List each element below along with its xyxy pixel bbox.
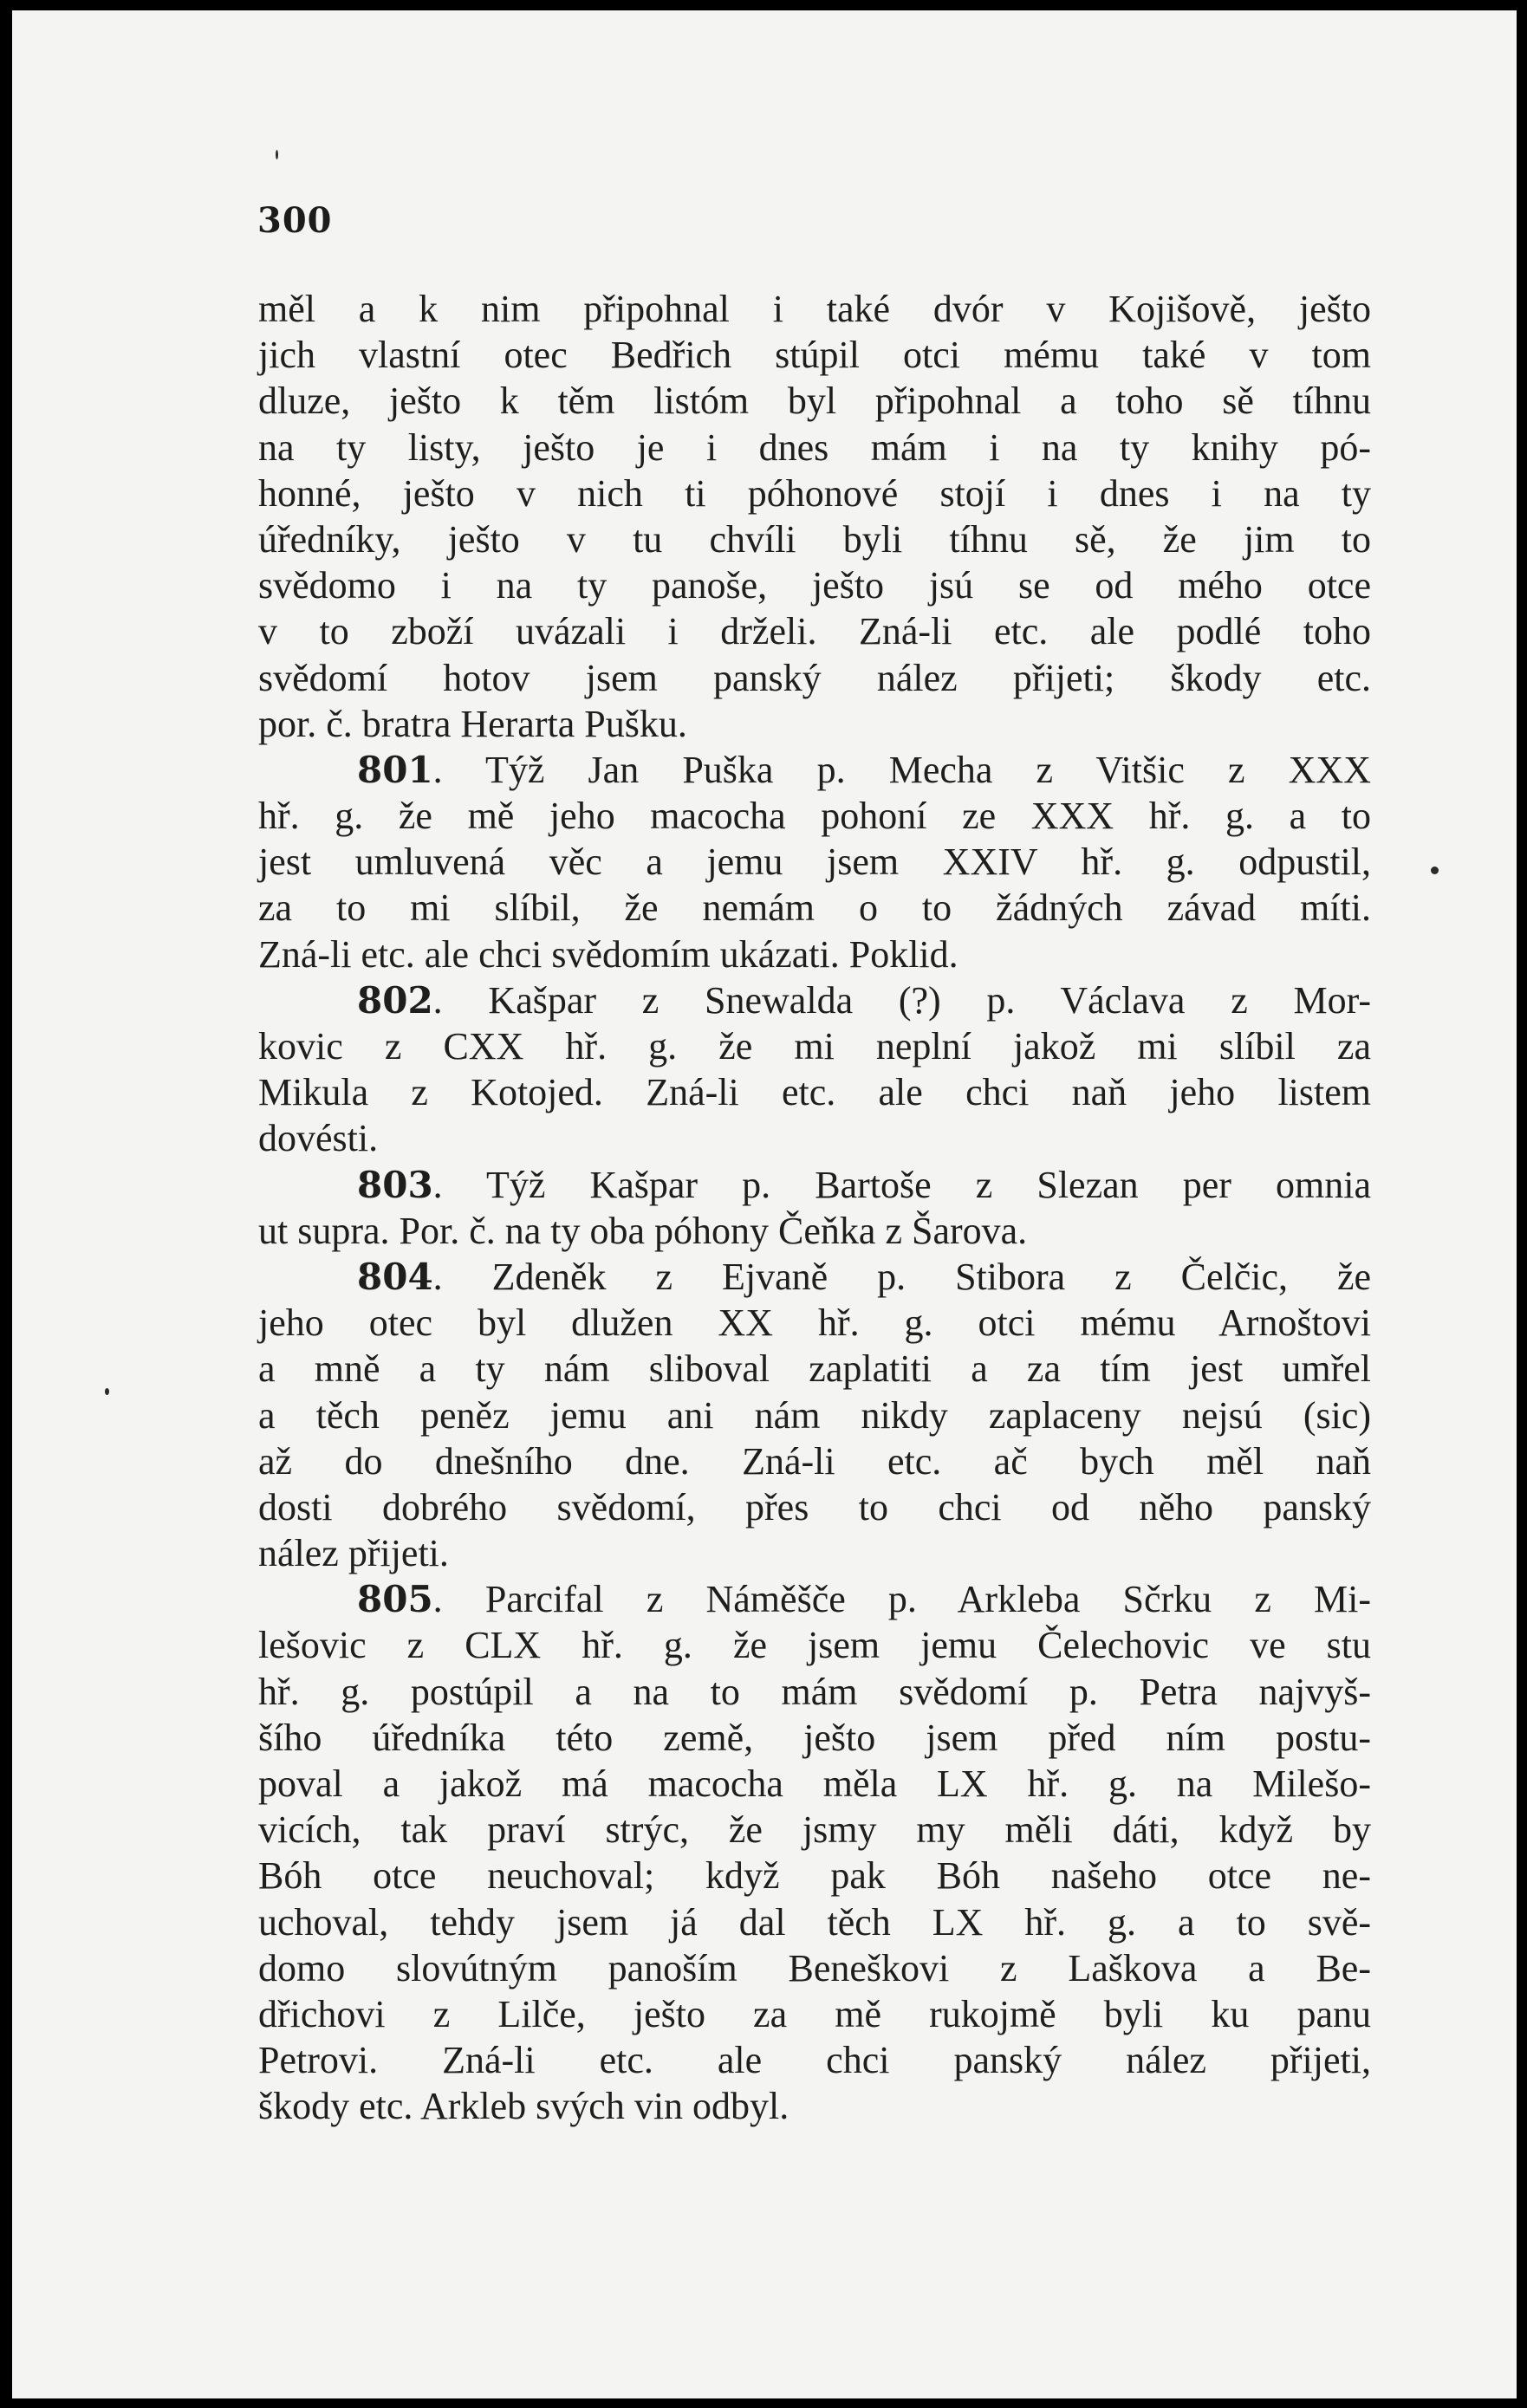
text-line <box>258 1346 1371 1392</box>
text-line <box>258 562 1371 608</box>
line-text: úředníky, ješto v tu chvíli byli tíhnu sě, že jim to <box>258 517 1371 561</box>
text-line <box>258 1945 1371 1991</box>
text-line <box>258 286 1371 332</box>
scan-speck <box>105 1388 109 1395</box>
line-text: Týž Kašpar p. Bartoše z Slezan per omnia <box>485 1163 1371 1206</box>
text-line <box>258 1715 1371 1761</box>
line-text: jeho otec byl dlužen XX hř. g. otci mému Arnoštovi <box>258 1301 1371 1345</box>
entry-first-line: 805. Parcifal z Náměšče p. Arkleba Sčrku z Mi- <box>357 1578 1372 1621</box>
line-text: poval a jakož má macocha měla LX hř. g. na Milešo- <box>258 1762 1371 1805</box>
text-line <box>258 1669 1371 1715</box>
entry-number: 805 <box>357 1578 433 1621</box>
line-text: ut supra. Por. č. na ty oba póhony Čeňka z Šarova. <box>258 1209 1028 1252</box>
line-text: v to zboží uvázali i drželi. Zná-li etc. ale podlé toho <box>258 610 1371 653</box>
entry-first-line: 802. Kašpar z Snewalda (?) p. Václava z Mor- <box>357 978 1372 1022</box>
text-line <box>258 839 1371 885</box>
text-line <box>258 1807 1371 1853</box>
line-text: dřichovi z Lilče, ješto za mě rukojmě byli ku panu <box>258 1992 1371 2035</box>
line-text: na ty listy, ješto je i dnes mám i na ty knihy pó- <box>258 425 1371 469</box>
line-text: škody etc. Arkleb svých vin odbyl. <box>258 2085 789 2128</box>
entry-first-line: 803. Týž Kašpar p. Bartoše z Slezan per omnia <box>357 1163 1371 1206</box>
line-text: Parcifal z Náměšče p. Arkleba Sčrku z Mi- <box>484 1578 1372 1621</box>
line-text: Týž Jan Puška p. Mecha z Vitšic z XXX <box>485 748 1371 791</box>
text-line <box>258 1991 1371 2037</box>
line-text: por. č. bratra Herarta Pušku. <box>258 702 687 745</box>
text-line <box>258 378 1371 424</box>
text-line <box>258 332 1371 378</box>
entry-first-line: 804. Zdeněk z Ejvaně p. Stibora z Čelčic, že <box>357 1255 1371 1298</box>
text-block <box>258 286 1371 2130</box>
line-text: hř. g. postúpil a na to mám svědomí p. Petra najvyš- <box>258 1670 1371 1713</box>
text-line <box>258 516 1371 562</box>
line-text: svědomí hotov jsem panský nález přijeti; škody etc. <box>258 656 1371 699</box>
line-text: honné, ješto v nich ti póhonové stojí i dnes i na ty <box>258 471 1371 515</box>
line-text: dluze, ješto k těm listóm byl připohnal a toho sě tíhnu <box>258 380 1371 423</box>
text-line <box>258 1530 1371 1576</box>
line-text: šího úředníka této země, ješto jsem před ním postu- <box>258 1716 1371 1759</box>
line-text: nález přijeti. <box>258 1532 449 1575</box>
text-line <box>258 608 1371 654</box>
line-text: Zná-li etc. ale chci svědomím ukázati. Poklid. <box>258 932 958 976</box>
line-text: Bóh otce neuchoval; když pak Bóh našeho otce ne- <box>258 1854 1371 1898</box>
line-text: dovésti. <box>258 1117 379 1160</box>
scanned-page <box>12 10 1517 2398</box>
text-line <box>258 1484 1371 1530</box>
line-text: Zdeněk z Ejvaně p. Stibora z Čelčic, že <box>491 1255 1371 1298</box>
line-text: jest umluvená věc a jemu jsem XXIV hř. g. odpustil, <box>258 841 1371 884</box>
line-text: Kašpar z Snewalda (?) p. Václava z Mor- <box>488 978 1372 1022</box>
text-line <box>258 885 1371 931</box>
line-text: vicích, tak praví strýc, že jsmy my měli dáti, když by <box>258 1808 1371 1852</box>
line-text: za to mi slíbil, že nemám o to žádných závad míti. <box>258 886 1371 930</box>
line-text: kovic z CXX hř. g. že mi neplní jakož mi slíbil za <box>258 1025 1371 1068</box>
line-text: měl a k nim připohnal i také dvór v Kojišově, ješto <box>258 288 1371 330</box>
text-line <box>258 2037 1371 2083</box>
line-text: uchoval, tehdy jsem já dal těch LX hř. g. a to svě- <box>258 1900 1371 1944</box>
text-line <box>258 1438 1371 1484</box>
text-line <box>258 793 1371 839</box>
text-line <box>258 1899 1371 1945</box>
entry-number: 801 <box>357 748 433 791</box>
text-line <box>258 1392 1371 1438</box>
text-line <box>258 2083 1371 2129</box>
entry-number: 802 <box>357 978 433 1022</box>
text-line <box>258 1115 1371 1161</box>
text-line <box>258 1853 1371 1898</box>
line-text: dosti dobrého svědomí, přes to chci od něho panský <box>258 1485 1371 1529</box>
line-text: svědomo i na ty panoše, ješto jsú se od mého otce <box>258 564 1371 607</box>
line-text: a mně a ty nám sliboval zaplatiti a za tím jest umřel <box>258 1347 1371 1391</box>
text-line <box>258 1069 1371 1115</box>
text-line <box>258 1300 1371 1346</box>
line-text: Petrovi. Zná-li etc. ale chci panský nález přijeti, <box>258 2039 1371 2082</box>
line-text: hř. g. že mě jeho macocha pohoní ze XXX hř. g. a to <box>258 795 1371 838</box>
text-line <box>258 931 1371 977</box>
text-line <box>258 1622 1371 1668</box>
text-line <box>258 655 1371 701</box>
line-text: Mikula z Kotojed. Zná-li etc. ale chci naň jeho listem <box>258 1071 1371 1114</box>
line-text: a těch peněz jemu ani nám nikdy zaplaceny nejsú (sic) <box>258 1393 1371 1437</box>
text-line <box>258 1023 1371 1069</box>
line-text: lešovic z CLX hř. g. že jsem jemu Čelechovic ve stu <box>258 1624 1371 1667</box>
line-text: domo slovútným panoším Beneškovi z Laškova a Be- <box>258 1946 1371 1989</box>
scan-speck <box>276 150 278 159</box>
page-number: 300 <box>257 200 333 241</box>
scan-speck <box>1431 866 1439 874</box>
entry-number: 804 <box>357 1255 433 1298</box>
entry-number: 803 <box>357 1163 433 1206</box>
text-line <box>258 471 1371 516</box>
text-line <box>258 701 1371 747</box>
line-text: až do dnešního dne. Zná-li etc. ač bych měl naň <box>258 1439 1371 1483</box>
line-text: jich vlastní otec Bedřich stúpil otci mému také v tom <box>258 334 1371 377</box>
text-line <box>258 425 1371 471</box>
text-line <box>258 1761 1371 1807</box>
entry-first-line: 801. Týž Jan Puška p. Mecha z Vitšic z XXX <box>357 748 1371 791</box>
text-line <box>258 1208 1371 1254</box>
